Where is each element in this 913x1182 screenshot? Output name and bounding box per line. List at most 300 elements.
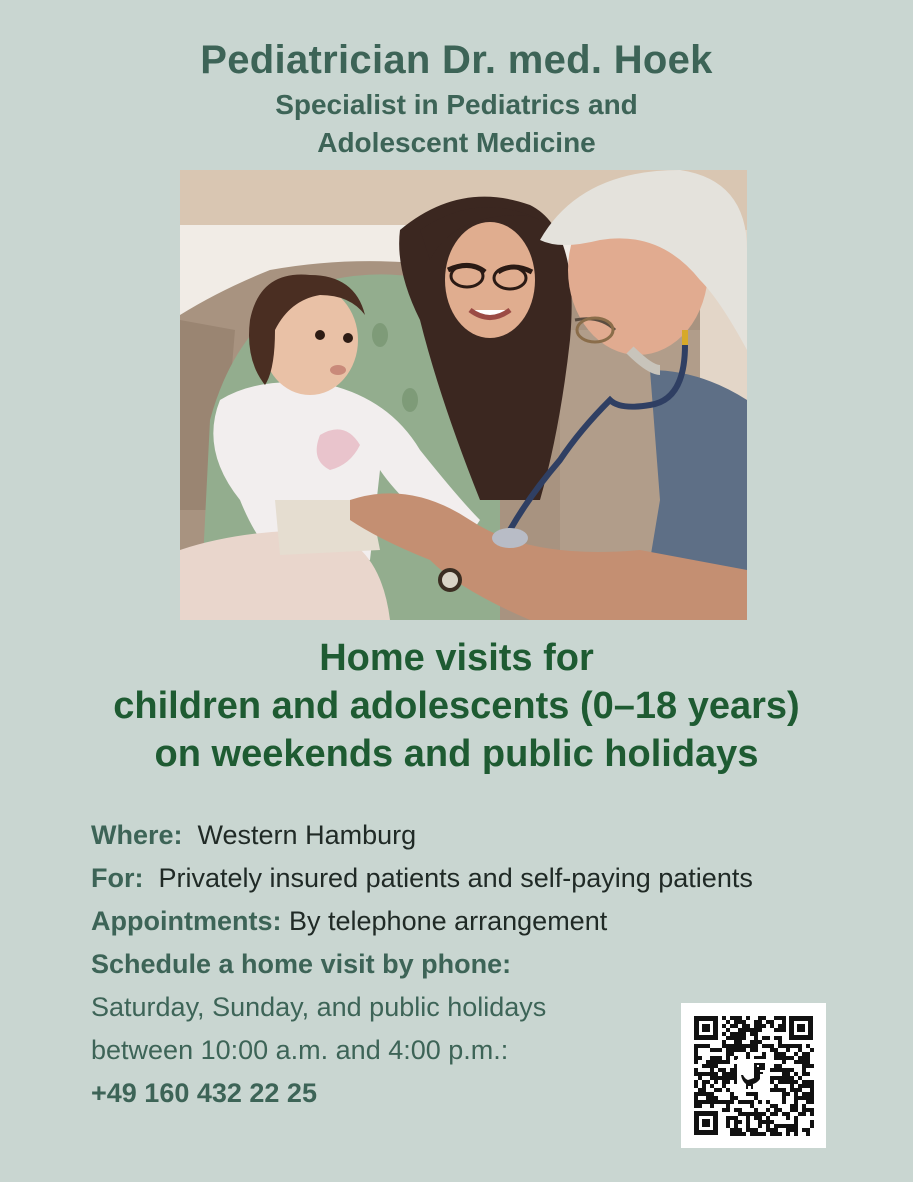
qr-module	[806, 1132, 810, 1136]
qr-module	[734, 1032, 738, 1036]
qr-module	[754, 1092, 758, 1096]
qr-module	[774, 1076, 778, 1080]
qr-module	[746, 1028, 750, 1032]
qr-module	[774, 1016, 778, 1020]
qr-module	[766, 1036, 770, 1040]
qr-module	[782, 1076, 786, 1080]
qr-module	[730, 1024, 734, 1028]
qr-module	[774, 1084, 778, 1088]
qr-module	[726, 1088, 730, 1092]
qr-module	[782, 1088, 786, 1092]
qr-module	[754, 1032, 758, 1036]
qr-module	[706, 1060, 710, 1064]
qr-module	[782, 1096, 786, 1100]
qr-module	[794, 1092, 798, 1096]
qr-module	[742, 1024, 746, 1028]
qr-module	[798, 1048, 802, 1052]
qr-module	[698, 1072, 702, 1076]
qr-module	[722, 1016, 726, 1020]
qr-module	[734, 1040, 738, 1044]
qr-module	[790, 1128, 794, 1132]
qr-module	[726, 1060, 730, 1064]
qr-module	[738, 1100, 742, 1104]
qr-module	[726, 1108, 730, 1112]
qr-module	[742, 1044, 746, 1048]
qr-module	[778, 1016, 782, 1020]
qr-module	[806, 1060, 810, 1064]
qr-module	[770, 1024, 774, 1028]
qr-module	[810, 1092, 814, 1096]
qr-module	[766, 1124, 770, 1128]
qr-module	[714, 1060, 718, 1064]
qr-module	[790, 1088, 794, 1092]
qr-module	[714, 1072, 718, 1076]
qr-module	[698, 1104, 702, 1108]
qr-module	[766, 1044, 770, 1048]
qr-module	[734, 1116, 738, 1120]
qr-module	[702, 1080, 706, 1084]
subtitle-line-1: Specialist in Pediatrics and	[275, 89, 638, 120]
qr-module	[718, 1068, 722, 1072]
qr-module	[786, 1092, 790, 1096]
qr-module	[702, 1064, 706, 1068]
qr-module	[726, 1100, 730, 1104]
qr-module	[770, 1068, 774, 1072]
qr-module	[790, 1068, 794, 1072]
qr-module	[714, 1080, 718, 1084]
qr-module	[778, 1036, 782, 1040]
qr-module	[730, 1052, 734, 1056]
qr-module	[694, 1068, 698, 1072]
qr-module	[810, 1112, 814, 1116]
qr-module	[718, 1056, 722, 1060]
qr-module	[730, 1044, 734, 1048]
qr-module	[750, 1048, 754, 1052]
qr-module	[774, 1052, 778, 1056]
qr-module	[730, 1016, 734, 1020]
qr-module	[754, 1128, 758, 1132]
qr-module	[694, 1096, 698, 1100]
qr-module	[782, 1092, 786, 1096]
qr-module	[730, 1128, 734, 1132]
qr-module	[738, 1028, 742, 1032]
qr-module	[770, 1088, 774, 1092]
qr-module	[778, 1108, 782, 1112]
qr-module	[754, 1044, 758, 1048]
qr-module	[758, 1120, 762, 1124]
qr-module	[778, 1080, 782, 1084]
page-subtitle	[0, 86, 913, 162]
qr-module	[722, 1100, 726, 1104]
qr-module	[718, 1088, 722, 1092]
qr-module	[722, 1108, 726, 1112]
qr-module	[750, 1032, 754, 1036]
qr-module	[762, 1036, 766, 1040]
qr-module	[710, 1076, 714, 1080]
qr-module	[766, 1100, 770, 1104]
qr-module	[730, 1076, 734, 1080]
qr-module	[734, 1024, 738, 1028]
qr-module	[790, 1044, 794, 1048]
qr-module	[746, 1024, 750, 1028]
qr-module	[706, 1064, 710, 1068]
qr-module	[762, 1044, 766, 1048]
qr-module	[778, 1044, 782, 1048]
qr-module	[726, 1116, 730, 1120]
qr-module	[710, 1048, 714, 1052]
qr-module	[794, 1096, 798, 1100]
qr-module	[706, 1080, 710, 1084]
qr-module	[770, 1044, 774, 1048]
qr-module	[798, 1076, 802, 1080]
qr-module	[694, 1072, 698, 1076]
qr-module	[810, 1088, 814, 1092]
qr-module	[806, 1092, 810, 1096]
qr-module	[734, 1096, 738, 1100]
qr-module	[746, 1128, 750, 1132]
qr-module	[730, 1096, 734, 1100]
qr-module	[802, 1112, 806, 1116]
qr-module	[738, 1120, 742, 1124]
qr-module	[758, 1100, 762, 1104]
qr-module	[734, 1016, 738, 1020]
headline-line-2: children and adolescents (0–18 years)	[113, 685, 800, 727]
qr-module	[734, 1124, 738, 1128]
doctor-examining-child-photo	[180, 170, 747, 620]
qr-module	[782, 1056, 786, 1060]
qr-module	[782, 1028, 786, 1032]
qr-module	[770, 1104, 774, 1108]
qr-module	[762, 1024, 766, 1028]
qr-module	[782, 1080, 786, 1084]
qr-module	[786, 1124, 790, 1128]
qr-module	[754, 1040, 758, 1044]
qr-module	[722, 1024, 726, 1028]
qr-module	[706, 1100, 710, 1104]
qr-module	[794, 1080, 798, 1084]
qr-module	[798, 1088, 802, 1092]
qr-module	[710, 1056, 714, 1060]
qr-module	[742, 1132, 746, 1136]
where-value: Western Hamburg	[197, 820, 417, 850]
qr-module	[766, 1108, 770, 1112]
qr-module	[798, 1084, 802, 1088]
qr-module	[774, 1064, 778, 1068]
qr-module	[730, 1100, 734, 1104]
qr-module	[702, 1088, 706, 1092]
qr-module	[714, 1056, 718, 1060]
qr-module	[794, 1100, 798, 1104]
qr-module	[694, 1044, 698, 1048]
qr-module	[786, 1044, 790, 1048]
appointments-value: By telephone arrangement	[289, 906, 608, 936]
qr-module	[766, 1128, 770, 1132]
qr-module	[770, 1132, 774, 1136]
qr-module	[754, 1116, 758, 1120]
qr-module	[794, 1108, 798, 1112]
qr-module	[782, 1072, 786, 1076]
qr-module	[710, 1100, 714, 1104]
qr-module	[802, 1052, 806, 1056]
qr-module	[774, 1112, 778, 1116]
qr-module	[726, 1052, 730, 1056]
qr-module	[806, 1052, 810, 1056]
qr-module	[758, 1020, 762, 1024]
qr-module	[698, 1092, 702, 1096]
qr-module	[758, 1016, 762, 1020]
for-row	[91, 857, 871, 900]
qr-module	[766, 1020, 770, 1024]
qr-module	[802, 1108, 806, 1112]
qr-module	[790, 1084, 794, 1088]
qr-module	[734, 1044, 738, 1048]
qr-module	[710, 1104, 714, 1108]
qr-module	[782, 1044, 786, 1048]
qr-module	[806, 1072, 810, 1076]
qr-module	[722, 1032, 726, 1036]
qr-module	[774, 1028, 778, 1032]
subtitle-line-2: Adolescent Medicine	[317, 127, 596, 158]
qr-module	[790, 1080, 794, 1084]
qr-module	[738, 1048, 742, 1052]
qr-module	[702, 1092, 706, 1096]
qr-module	[786, 1080, 790, 1084]
for-value: Privately insured patients and self-paying patients	[158, 863, 753, 893]
appointments-row	[91, 900, 871, 943]
qr-module	[722, 1080, 726, 1084]
qr-module	[746, 1052, 750, 1056]
qr-module	[754, 1020, 758, 1024]
qr-module	[794, 1044, 798, 1048]
qr-module	[758, 1116, 762, 1120]
home-visits-headline	[0, 634, 913, 778]
qr-module	[750, 1092, 754, 1096]
qr-module	[726, 1056, 730, 1060]
qr-module	[766, 1116, 770, 1120]
qr-module	[790, 1108, 794, 1112]
qr-module	[722, 1044, 726, 1048]
qr-module	[806, 1080, 810, 1084]
qr-module	[714, 1100, 718, 1104]
qr-module	[802, 1080, 806, 1084]
qr-module	[810, 1108, 814, 1112]
qr-module	[694, 1104, 698, 1108]
qr-module	[806, 1108, 810, 1112]
qr-module	[786, 1076, 790, 1080]
qr-module	[722, 1084, 726, 1088]
qr-module	[798, 1060, 802, 1064]
qr-module	[694, 1048, 698, 1052]
qr-module	[738, 1132, 742, 1136]
qr-module	[806, 1056, 810, 1060]
qr-module	[754, 1028, 758, 1032]
qr-module	[794, 1132, 798, 1136]
qr-module	[790, 1076, 794, 1080]
qr-module	[774, 1056, 778, 1060]
qr-module	[762, 1120, 766, 1124]
qr-module	[750, 1040, 754, 1044]
qr-module	[754, 1048, 758, 1052]
qr-module	[738, 1036, 742, 1040]
qr-module	[802, 1092, 806, 1096]
qr-module	[726, 1028, 730, 1032]
qr-module	[698, 1044, 702, 1048]
qr-module	[738, 1020, 742, 1024]
qr-module	[770, 1048, 774, 1052]
qr-module	[810, 1100, 814, 1104]
qr-module	[738, 1112, 742, 1116]
qr-module	[778, 1124, 782, 1128]
qr-module	[802, 1064, 806, 1068]
qr-module	[782, 1100, 786, 1104]
qr-module	[766, 1120, 770, 1124]
qr-module	[718, 1048, 722, 1052]
qr-module	[806, 1128, 810, 1132]
qr-module	[742, 1020, 746, 1024]
qr-module	[706, 1092, 710, 1096]
qr-module	[750, 1132, 754, 1136]
qr-module	[694, 1052, 698, 1056]
qr-module	[774, 1132, 778, 1136]
qr-module	[782, 1016, 786, 1020]
qr-module	[746, 1044, 750, 1048]
qr-module	[746, 1120, 750, 1124]
qr-module	[738, 1032, 742, 1036]
qr-module	[806, 1096, 810, 1100]
qr-module	[806, 1044, 810, 1048]
schedule-line-1: Saturday, Sunday, and public holidays	[91, 992, 547, 1022]
qr-module	[758, 1124, 762, 1128]
qr-module	[782, 1060, 786, 1064]
qr-module	[782, 1112, 786, 1116]
qr-module	[754, 1112, 758, 1116]
qr-module	[770, 1020, 774, 1024]
qr-module	[774, 1036, 778, 1040]
qr-module	[730, 1132, 734, 1136]
qr-module	[746, 1124, 750, 1128]
qr-module	[746, 1100, 750, 1104]
qr-module	[798, 1056, 802, 1060]
qr-module	[734, 1036, 738, 1040]
qr-module	[762, 1132, 766, 1136]
qr-module	[710, 1096, 714, 1100]
qr-module	[802, 1096, 806, 1100]
qr-module	[750, 1044, 754, 1048]
qr-module	[710, 1084, 714, 1088]
schedule-label: Schedule a home visit by phone:	[91, 949, 512, 979]
qr-module	[794, 1052, 798, 1056]
qr-module	[786, 1132, 790, 1136]
qr-module	[802, 1128, 806, 1132]
qr-module	[694, 1084, 698, 1088]
qr-module	[770, 1112, 774, 1116]
qr-module	[710, 1064, 714, 1068]
qr-module	[710, 1060, 714, 1064]
qr-module	[790, 1124, 794, 1128]
qr-module	[798, 1112, 802, 1116]
qr-module	[718, 1100, 722, 1104]
qr-module	[702, 1072, 706, 1076]
qr-module	[734, 1128, 738, 1132]
qr-module	[778, 1040, 782, 1044]
qr-module	[782, 1052, 786, 1056]
qr-module	[730, 1032, 734, 1036]
qr-module	[754, 1108, 758, 1112]
qr-module	[714, 1048, 718, 1052]
qr-module	[794, 1060, 798, 1064]
qr-module	[794, 1124, 798, 1128]
qr-module	[750, 1100, 754, 1104]
qr-module	[722, 1072, 726, 1076]
qr-module	[706, 1072, 710, 1076]
qr-module	[810, 1120, 814, 1124]
qr-module	[742, 1036, 746, 1040]
qr-module	[750, 1128, 754, 1132]
qr-module	[802, 1084, 806, 1088]
where-row	[91, 814, 871, 857]
qr-module	[742, 1032, 746, 1036]
qr-module	[806, 1100, 810, 1104]
qr-code[interactable]	[681, 1003, 826, 1148]
qr-module	[774, 1068, 778, 1072]
qr-module	[738, 1016, 742, 1020]
qr-module	[726, 1124, 730, 1128]
qr-module	[730, 1072, 734, 1076]
qr-module	[786, 1056, 790, 1060]
qr-module	[798, 1044, 802, 1048]
appointments-label: Appointments:	[91, 906, 282, 936]
qr-module	[734, 1120, 738, 1124]
qr-module	[694, 1056, 698, 1060]
qr-module	[714, 1088, 718, 1092]
qr-module	[722, 1060, 726, 1064]
schedule-line-2: between 10:00 a.m. and 4:00 p.m.:	[91, 1035, 509, 1065]
qr-module	[758, 1028, 762, 1032]
qr-module	[778, 1068, 782, 1072]
qr-module	[706, 1044, 710, 1048]
qr-module	[794, 1116, 798, 1120]
qr-module	[742, 1112, 746, 1116]
qr-module	[778, 1056, 782, 1060]
qr-module	[786, 1048, 790, 1052]
qr-module	[754, 1132, 758, 1136]
qr-module	[750, 1028, 754, 1032]
qr-module	[794, 1072, 798, 1076]
qr-module	[786, 1116, 790, 1120]
qr-module	[786, 1112, 790, 1116]
qr-module	[726, 1104, 730, 1108]
qr-module	[774, 1088, 778, 1092]
qr-module	[810, 1096, 814, 1100]
where-label: Where:	[91, 820, 183, 850]
qr-module	[726, 1072, 730, 1076]
phone-number[interactable]: +49 160 432 22 25	[91, 1078, 317, 1108]
qr-module	[810, 1124, 814, 1128]
qr-module	[714, 1096, 718, 1100]
qr-module	[702, 1100, 706, 1104]
qr-module	[726, 1080, 730, 1084]
qr-module	[742, 1028, 746, 1032]
qr-module	[726, 1020, 730, 1024]
qr-module	[782, 1024, 786, 1028]
qr-module	[698, 1088, 702, 1092]
qr-module	[810, 1080, 814, 1084]
qr-module	[738, 1128, 742, 1132]
qr-module	[694, 1080, 698, 1084]
qr-module	[758, 1112, 762, 1116]
qr-module	[734, 1048, 738, 1052]
qr-module	[778, 1076, 782, 1080]
